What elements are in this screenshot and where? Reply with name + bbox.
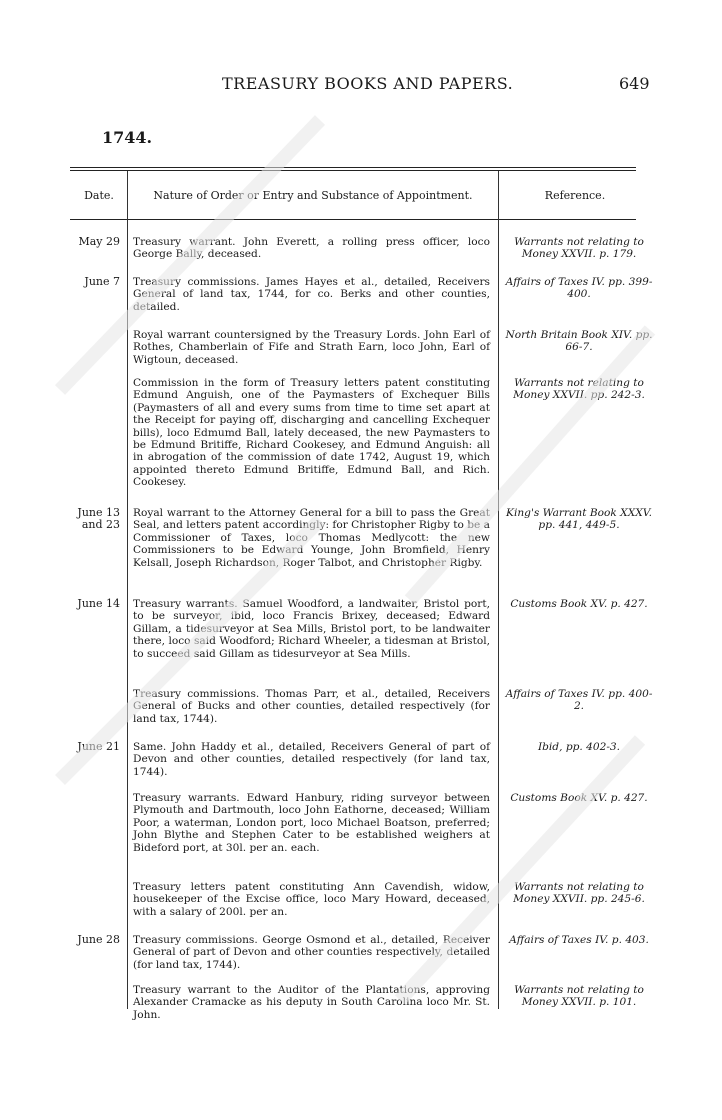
entry-text: Treasury warrants. Samuel Woodford, a landwaiter, Bristol port, to be surveyor, ibid, loco Francis Brixey, deceased; Edward Gillam, a tidesurveyor at Sea Mills, Bristol port, to be landwaiter there, loco said Woodford; Richard Wheeler, a tidesman at Bristol, to succeed said Gillam as tidesurveyor at Sea Mills. bbox=[133, 598, 490, 660]
entry-reference: Ibid, pp. 402-3. bbox=[537, 741, 621, 753]
entry-date: June 28 bbox=[77, 933, 120, 946]
entry-reference: King's Warrant Book XXXV. pp. 441, 449-5. bbox=[506, 507, 652, 532]
entry-text: Treasury commissions. James Hayes et al., detailed, Receivers General of land tax, 1744, for co. Berks and other counties, detailed. bbox=[133, 276, 490, 313]
entry-reference: Affairs of Taxes IV. pp. 400-2. bbox=[505, 688, 653, 713]
entry-date: June 21 bbox=[77, 740, 120, 753]
entry-reference: Warrants not relating to Money XXVII. p. 179. bbox=[514, 236, 644, 261]
entry-text: Treasury letters patent constituting Ann Cavendish, widow, housekeeper of the Excise office, loco Mary Howard, deceased, with a salary of 200l. per an. bbox=[133, 881, 490, 918]
entry-text: Treasury warrant. John Everett, a rolling press officer, loco George Bally, deceased. bbox=[133, 236, 490, 261]
table-top-rule-inner bbox=[70, 170, 636, 171]
entry-text: Treasury warrants. Edward Hanbury, riding surveyor between Plymouth and Dartmouth, loco John Eathorne, deceased; William Poor, a waterman, London port, loco Michael Boatson, preferred; John Blythe and Stephen Cater to be established weighers at Bideford port, at 30l. per an. each. bbox=[133, 792, 490, 854]
entry-reference: Warrants not relating to Money XXVII. pp. 242-3. bbox=[513, 377, 645, 402]
entry-text: Royal warrant to the Attorney General for a bill to pass the Great Seal, and letters patent accordingly: for Christopher Rigby to be a Commissioner of Taxes, loco Thomas Medlycott: the new Commissioners to be Edward Younge, John Bromfield, Henry Kelsall, Joseph Richardson, Roger Talbot, and Christopher Rigby. bbox=[133, 507, 490, 569]
entry-text: Treasury warrant to the Auditor of the Plantations, approving Alexander Cramacke as his deputy in South Carolina loco Mr. St. John. bbox=[133, 984, 490, 1021]
entry-reference: Customs Book XV. p. 427. bbox=[510, 598, 648, 610]
entry-date: May 29 bbox=[78, 235, 120, 248]
entry-text: Royal warrant countersigned by the Treasury Lords. John Earl of Rothes, Chamberlain of Fife and Strath Earn, loco John, Earl of Wigtoun, deceased. bbox=[133, 329, 490, 366]
entry-date: June 13 and 23 bbox=[77, 506, 120, 531]
entry-date: June 7 bbox=[84, 275, 120, 288]
entry-text: Treasury commissions. George Osmond et al., detailed, Receiver General of part of Devon and other counties respectively, detailed (for land tax, 1744). bbox=[133, 934, 490, 971]
entry-date: June 14 bbox=[77, 597, 120, 610]
page-header bbox=[0, 74, 722, 98]
column-divider-right bbox=[498, 171, 499, 1009]
page-number: 649 bbox=[619, 74, 650, 93]
entry-reference: North Britain Book XIV. pp. 66-7. bbox=[505, 329, 653, 354]
entry-reference: Customs Book XV. p. 427. bbox=[510, 792, 648, 804]
column-header-date: Date. bbox=[84, 189, 114, 202]
entry-reference: Warrants not relating to Money XXVII. p. 101. bbox=[514, 984, 644, 1009]
entry-reference: Affairs of Taxes IV. pp. 399-400. bbox=[505, 276, 653, 301]
entry-text: Same. John Haddy et al., detailed, Receivers General of part of Devon and other counties, detailed respectively (for land tax, 1744). bbox=[133, 741, 490, 778]
year-heading: 1744. bbox=[102, 128, 153, 147]
entry-reference: Warrants not relating to Money XXVII. pp. 245-6. bbox=[513, 881, 645, 906]
running-title: TREASURY BOOKS AND PAPERS. bbox=[222, 74, 514, 93]
column-divider-left bbox=[127, 171, 128, 1009]
entry-text: Commission in the form of Treasury letters patent constituting Edmund Anguish, one of the Paymasters of Exchequer Bills (Paymasters of all and every sums from time to time set apart at the Receipt for paying off, discharging and cancelling Exchequer bills), loco Edmumd Ball, lately deceased, the new Paymasters to be Edmund Britiffe, Richard Cookesey, and Edmund Anguish: all in abrogation of the commission of date 1742, August 19, which appointed thereto Edmund Britiffe, Edmund Ball, and Rich. Cookesey. bbox=[133, 377, 490, 489]
column-header-reference: Reference. bbox=[544, 189, 606, 202]
column-header-nature: Nature of Order or Entry and Substance of Appointment. bbox=[153, 189, 473, 202]
entry-text: Treasury commissions. Thomas Parr, et al., detailed, Receivers General of Bucks and other counties, detailed respectively (for land tax, 1744). bbox=[133, 688, 490, 725]
entry-reference: Affairs of Taxes IV. p. 403. bbox=[509, 934, 649, 946]
header-bottom-rule bbox=[70, 219, 636, 220]
table-top-rule bbox=[70, 167, 636, 168]
